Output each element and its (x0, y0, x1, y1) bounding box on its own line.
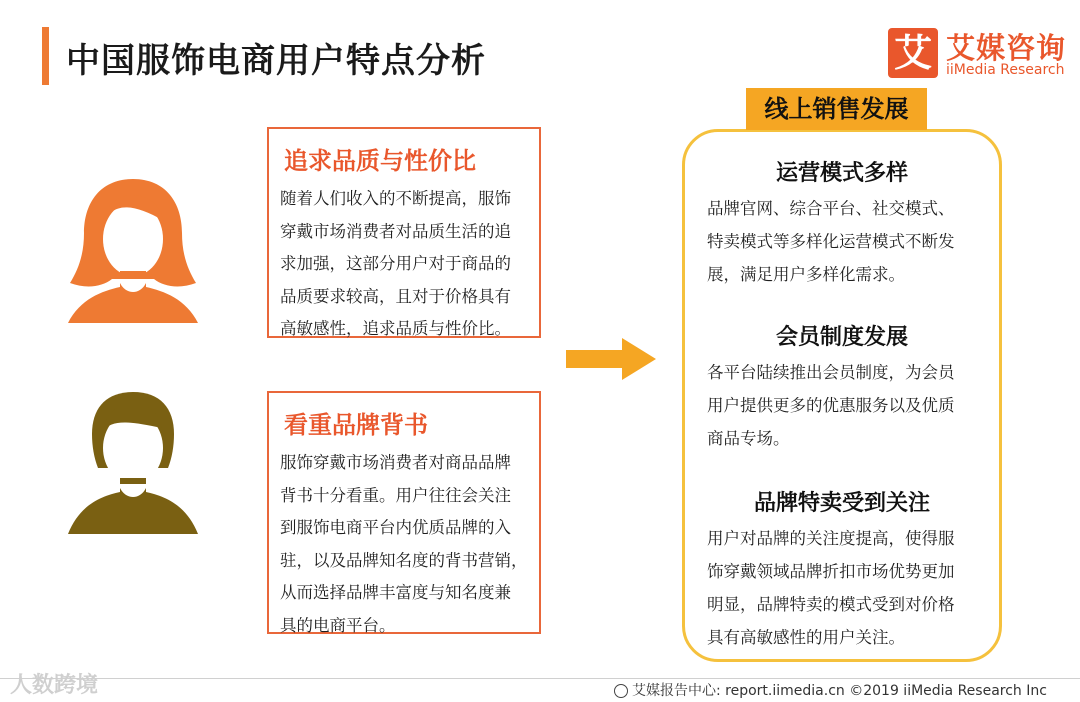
section-line: 各平台陆续推出会员制度，为会员 (707, 363, 955, 382)
online-sales-panel (682, 129, 1002, 662)
card-line: 到服饰电商平台内优质品牌的入 (280, 518, 511, 537)
card-quality-value (267, 127, 541, 338)
online-sales-tag: 线上销售发展 (746, 88, 927, 130)
globe-icon (614, 684, 628, 698)
card-line: 背书十分看重。用户往往会关注 (280, 485, 511, 505)
section-line: 具有高敏感性的用户关注。 (707, 628, 905, 647)
brand-name-en: iiMedia Research (946, 62, 1065, 78)
card-body (280, 447, 531, 642)
brand-logo (888, 24, 1068, 84)
card-line: 品质要求较高，且对于价格具有 (280, 286, 511, 306)
section-line: 饰穿戴领域品牌折扣市场优势更加 (707, 562, 955, 581)
female-user-icon (62, 175, 204, 325)
footer-text: 艾媒报告中心: report.iimedia.cn ©2019 iiMedia Research Inc (632, 683, 1047, 699)
card-line: 驻，以及品牌知名度的背书营销， (280, 550, 528, 570)
card-line: 服饰穿戴市场消费者对商品品牌 (280, 453, 511, 472)
section-title: 品牌特卖受到关注 (753, 491, 930, 516)
section-line: 展，满足用户多样化需求。 (707, 265, 905, 284)
section-line: 用户提供更多的优惠服务以及优质 (707, 396, 955, 415)
brand-mark-icon: 艾 (888, 28, 938, 78)
card-line: 从而选择品牌丰富度与知名度兼 (280, 583, 511, 602)
male-user-icon (62, 388, 204, 536)
section-line: 品牌官网、综合平台、社交模式、 (707, 199, 955, 218)
card-brand-endorsement (267, 391, 541, 634)
card-line: 具的电商平台。 (280, 615, 396, 635)
title-accent-bar (42, 27, 49, 85)
card-title: 追求品质与性价比 (284, 147, 476, 175)
card-body (280, 183, 531, 346)
section-body (707, 522, 985, 654)
card-line: 随着人们收入的不断提高，服饰 (280, 189, 511, 208)
card-line: 高敏感性，追求品质与性价比。 (280, 319, 511, 338)
brand-name-cn: 艾媒咨询 (946, 31, 1067, 65)
card-line: 求加强，这部分用户对于商品的 (280, 254, 511, 273)
section-title: 运营模式多样 (775, 161, 908, 186)
page-title: 中国服饰电商用户特点分析 (66, 41, 486, 81)
right-arrow-icon (566, 338, 658, 380)
card-line: 穿戴市场消费者对品质生活的追 (280, 221, 511, 241)
watermark: 人数跨境 (10, 673, 99, 698)
section-line: 明显，品牌特卖的模式受到对价格 (707, 595, 955, 614)
section-title: 会员制度发展 (775, 325, 908, 350)
card-title: 看重品牌背书 (284, 411, 428, 439)
section-line: 商品专场。 (707, 429, 790, 448)
section-line: 特卖模式等多样化运营模式不断发 (707, 232, 955, 251)
section-line: 用户对品牌的关注度提高，使得服 (707, 529, 955, 548)
section-body (707, 356, 985, 455)
footer-divider (0, 678, 1080, 679)
section-body (707, 192, 985, 291)
footer (614, 680, 1047, 700)
